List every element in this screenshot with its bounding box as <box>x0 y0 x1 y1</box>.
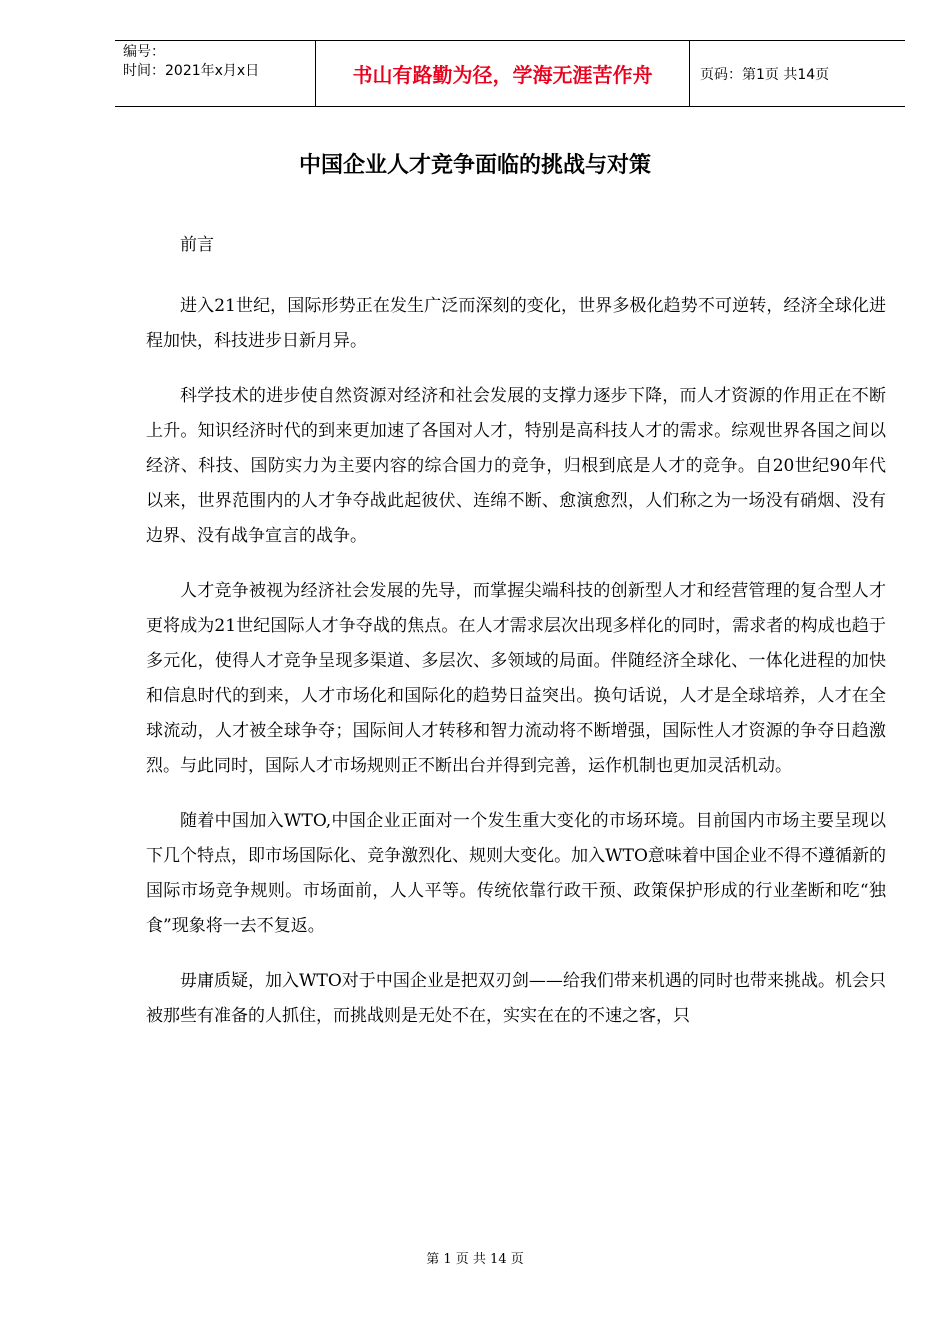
page-footer: 第 1 页 共 14 页 <box>426 1252 524 1267</box>
paragraph: 毋庸质疑，加入WTO对于中国企业是把双刃剑——给我们带来机遇的同时也带来挑战。机会只被那些有准备的人抓住，而挑战则是无处不在，实实在在的不速之客，只 <box>146 971 886 1026</box>
header-page-cell <box>690 41 905 106</box>
motto-text: 书山有路勤为径，学海无涯苦作舟 <box>352 63 653 87</box>
section-heading-preface: 前言 <box>180 235 214 255</box>
paragraph: 人才竞争被视为经济社会发展的先导，而掌握尖端科技的创新型人才和经营管理的复合型人才更将成为21世纪国际人才争夺战的焦点。在人才需求层次出现多样化的同时，需求者的构成也趋于多元化，使得人才竞争呈现多渠道、多层次、多领域的局面。伴随经济全球化、一体化进程的加快和信息时代的到来，人才市场化和国际化的趋势日益突出。换句话说，人才是全球培养，人才在全球流动，人才被全球争夺；国际间人才转移和智力流动将不断增强，国际性人才资源的争夺日趋激烈。与此同时，国际人才市场规则正不断出台并得到完善，运作机制也更加灵活机动。 <box>146 581 886 776</box>
time-label: 时间：2021年x月x日 <box>123 63 260 79</box>
paragraph: 进入21世纪，国际形势正在发生广泛而深刻的变化，世界多极化趋势不可逆转，经济全球化进程加快，科技进步日新月异。 <box>146 296 886 351</box>
paragraph: 随着中国加入WTO,中国企业正面对一个发生重大变化的市场环境。目前国内市场主要呈现以下几个特点，即市场国际化、竞争激烈化、规则大变化。加入WTO意味着中国企业不得不遵循新的国际市场竞争规则。市场面前，人人平等。传统依靠行政干预、政策保护形成的行业垄断和吃“独食”现象将一去不复返。 <box>146 811 886 936</box>
page-header <box>115 40 905 107</box>
page-info: 页码：第1页 共14页 <box>700 66 830 83</box>
document-body <box>146 228 886 1054</box>
document-title: 中国企业人才竞争面临的挑战与对策 <box>298 153 651 178</box>
header-motto-cell <box>316 41 690 106</box>
paragraph: 科学技术的进步使自然资源对经济和社会发展的支撑力逐步下降，而人才资源的作用正在不断上升。知识经济时代的到来更加速了各国对人才，特别是高科技人才的需求。综观世界各国之间以经济、科技、国防实力为主要内容的综合国力的竞争，归根到底是人才的竞争。自20世纪90年代以来，世界范围内的人才争夺战此起彼伏、连绵不断、愈演愈烈，人们称之为一场没有硝烟、没有边界、没有战争宣言的战争。 <box>146 386 886 546</box>
number-label: 编号： <box>123 44 165 60</box>
header-meta-cell <box>115 41 316 106</box>
